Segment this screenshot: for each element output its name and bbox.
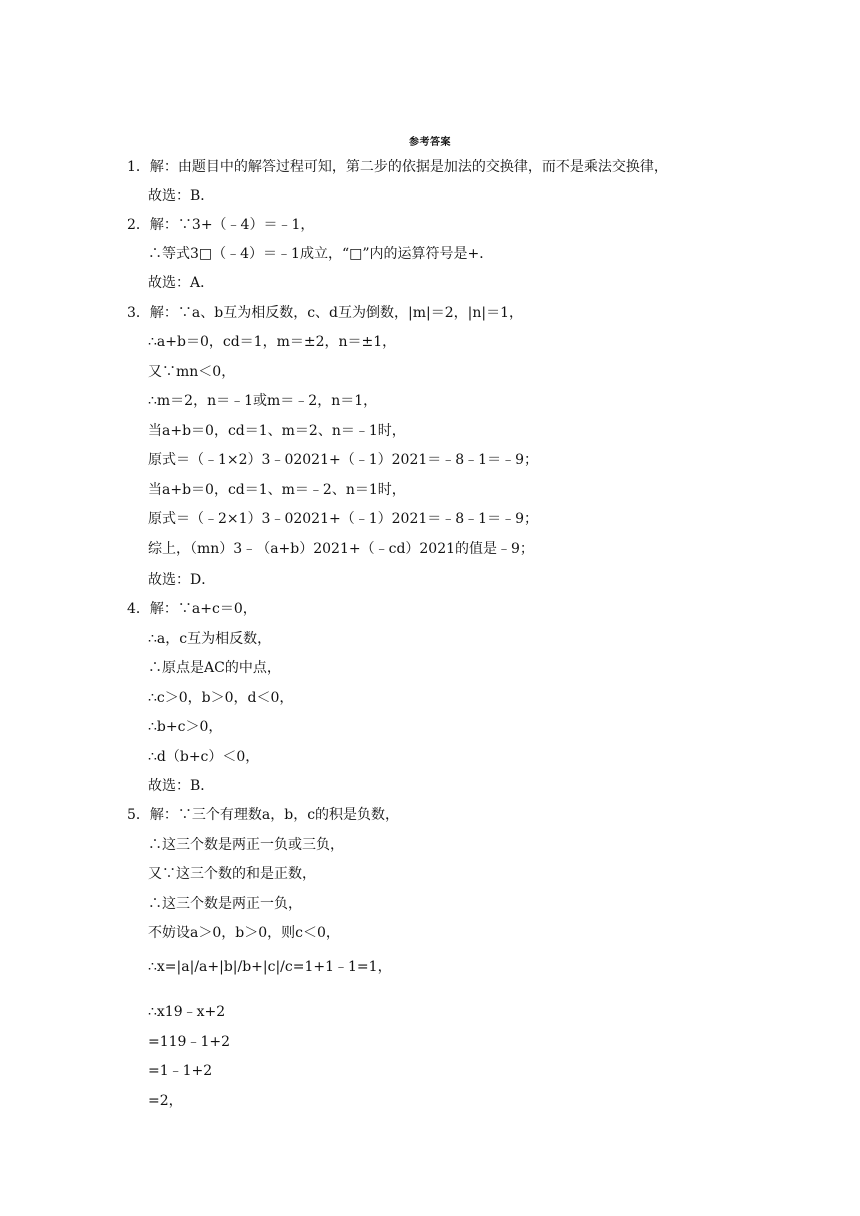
answer-5-line-9: =1﹣1+2 (148, 1063, 213, 1079)
answer-3-line-2: ∴a+b＝0，cd＝1，m＝±2，n＝±1， (148, 334, 397, 350)
answer-4-line-5: ∴b+c＞0， (148, 719, 223, 735)
answer-3-line-5: 当a+b＝0，cd＝1、m＝2、n＝﹣1时， (148, 423, 406, 439)
answer-5-line-10: =2， (148, 1093, 183, 1109)
answer-5-line-3: 又∵这三个数的和是正数， (148, 866, 316, 882)
answer-3-line-9: 综上，（mn）3﹣（a+b）2021+（﹣cd）2021的值是﹣9； (148, 541, 534, 557)
answer-4-line-3: ∴原点是AC的中点， (148, 660, 281, 676)
answer-3-line-1: 3．解：∵a、b互为相反数，c、d互为倒数，|m|＝2，|n|＝1， (127, 305, 523, 321)
answer-4-line-2: ∴a，c互为相反数， (148, 631, 272, 647)
answer-2-line-3: 故选：A． (148, 275, 215, 291)
answer-4-line-4: ∴c＞0，b＞0，d＜0， (148, 690, 294, 706)
answer-5-line-4: ∴这三个数是两正一负， (148, 896, 302, 912)
answer-3-line-3: 又∵mn＜0， (148, 364, 236, 380)
answer-3-line-8: 原式＝（﹣2×1）3﹣02021+（﹣1）2021＝﹣8﹣1＝﹣9； (148, 511, 538, 527)
answer-5-fraction-line: ∴x=|a|/a+|b|/b+|c|/c=1+1﹣1=1， (148, 959, 392, 975)
answer-5-line-1: 5．解：∵三个有理数a，b，c的积是负数， (127, 807, 400, 823)
answer-4-line-1: 4．解：∵a+c＝0， (127, 601, 257, 617)
answer-3-line-7: 当a+b＝0，cd＝1、m＝﹣2、n＝1时， (148, 482, 406, 498)
answer-3-line-6: 原式＝（﹣1×2）3﹣02021+（﹣1）2021＝﹣8﹣1＝﹣9； (148, 452, 538, 468)
answer-5-line-5: 不妨设a＞0，b＞0，则c＜0， (148, 925, 340, 941)
page-title: 参考答案 (409, 137, 451, 148)
answer-1-line-1: 1．解：由题目中的解答过程可知，第二步的依据是加法的交换律，而不是乘法交换律， (127, 159, 668, 175)
answer-3-line-10: 故选：D． (148, 572, 216, 588)
answer-4-line-7: 故选：B． (148, 778, 215, 794)
answer-4-line-6: ∴d（b+c）＜0， (148, 749, 260, 765)
answer-3-line-4: ∴m＝2，n＝﹣1或m＝﹣2，n＝1， (148, 393, 378, 409)
answer-1-line-2: 故选：B． (148, 188, 215, 204)
answer-5-line-8: =119﹣1+2 (148, 1034, 230, 1050)
answer-2-line-1: 2．解：∵3+（﹣4）＝﹣1， (127, 217, 315, 233)
answer-5-line-7: ∴x19﹣x+2 (148, 1004, 226, 1020)
answer-2-line-2: ∴等式3□（﹣4）＝﹣1成立，“□”内的运算符号是+． (148, 246, 494, 262)
answer-5-line-2: ∴这三个数是两正一负或三负， (148, 837, 344, 853)
